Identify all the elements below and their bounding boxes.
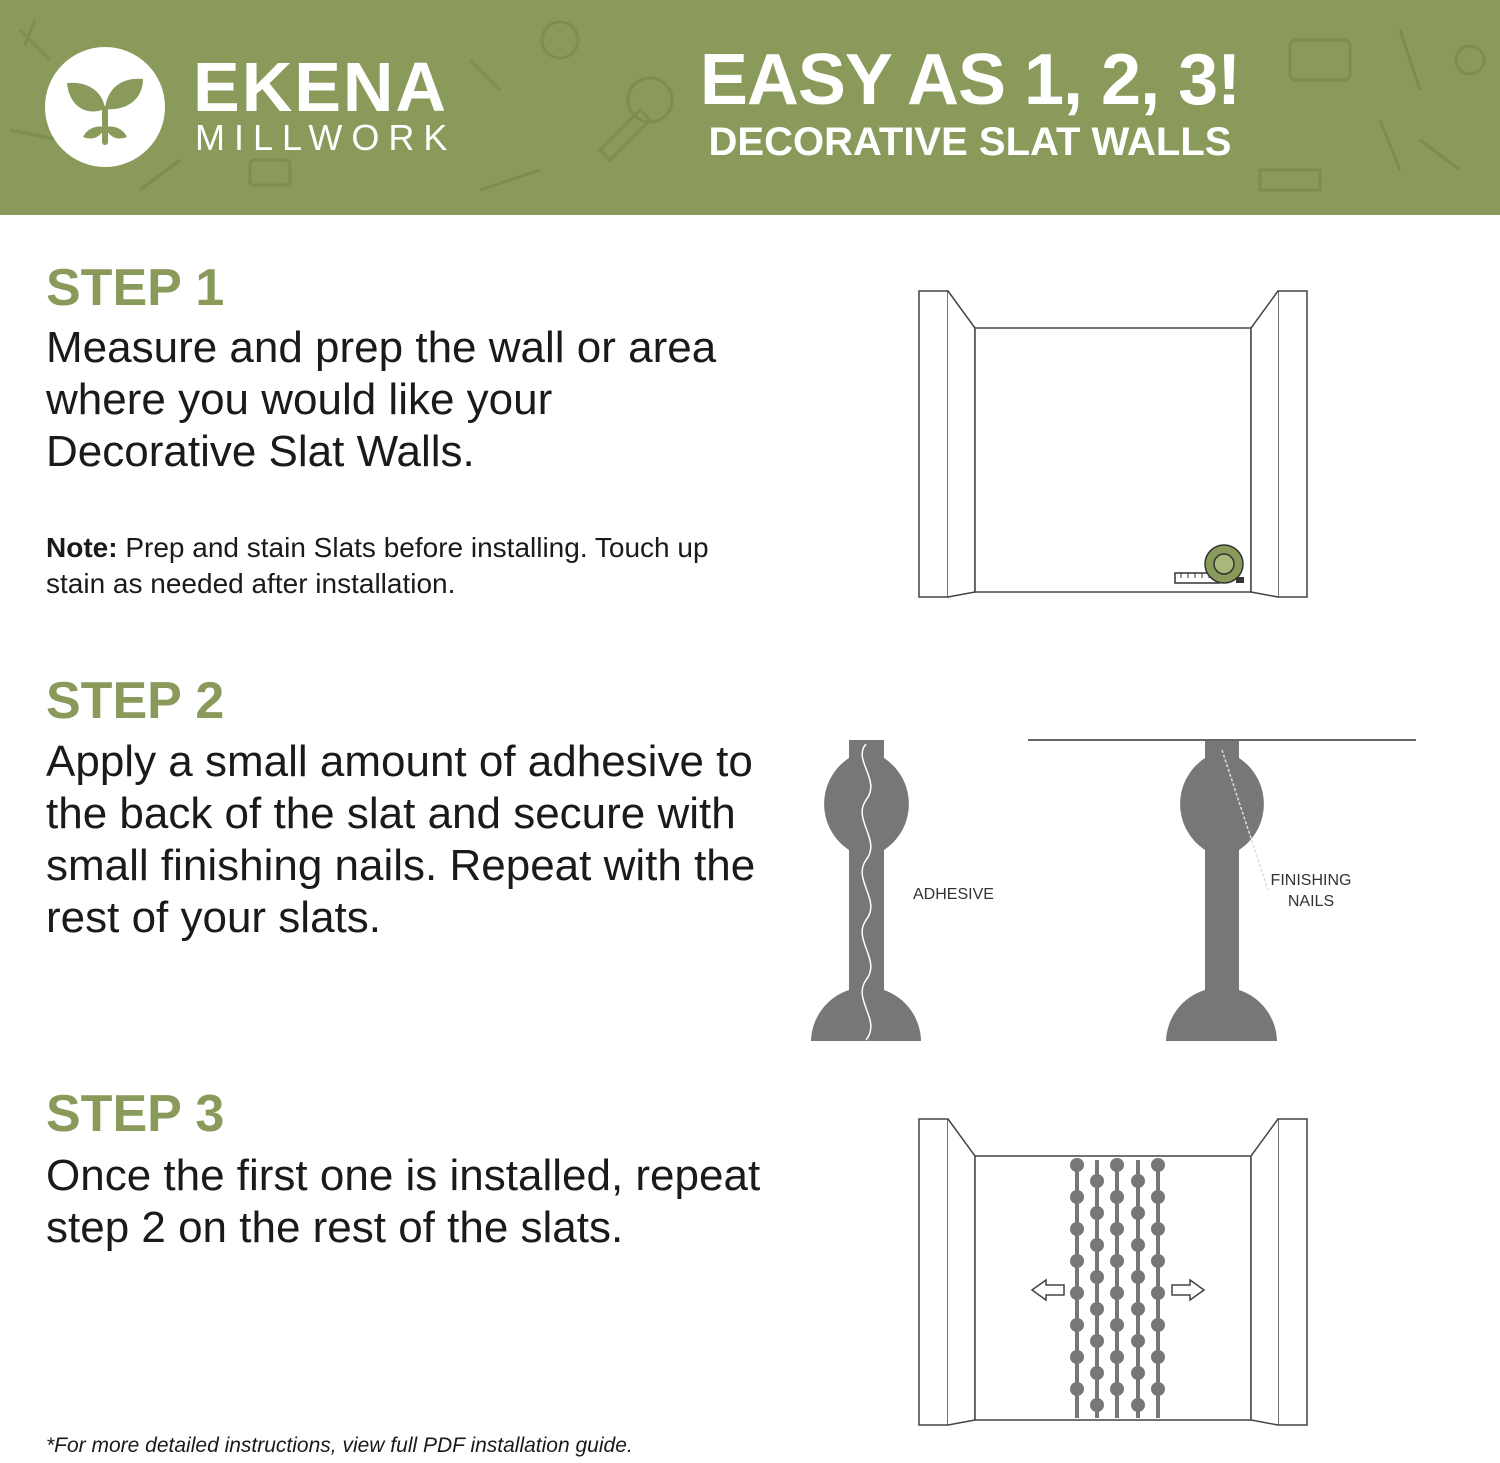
step-1-wall-diagram [919, 291, 1307, 597]
slat-bead [1131, 1174, 1145, 1188]
finishing-label: FINISHING [1270, 872, 1352, 889]
slat-bead [1110, 1254, 1124, 1268]
slat-bead [1090, 1398, 1104, 1412]
slat-bead [1070, 1190, 1084, 1204]
slat-bead [1110, 1190, 1124, 1204]
slat-bead [1090, 1366, 1104, 1380]
brand-subtitle: MILLWORK [195, 117, 457, 158]
slat-bead [1070, 1350, 1084, 1364]
slat-bead [1131, 1398, 1145, 1412]
slat-bead [1070, 1286, 1084, 1300]
slat-bead [1131, 1238, 1145, 1252]
slat-bead [1090, 1174, 1104, 1188]
slat-bead [1090, 1238, 1104, 1252]
slat-bead [1151, 1190, 1165, 1204]
slat-adhesive-diagram [811, 740, 994, 1041]
slat-bead [1151, 1318, 1165, 1332]
step-2-body: Apply a small amount of adhesive to the back of the slat and secure with small finishing nails. Repeat with the rest of your slats. [46, 737, 756, 942]
slat-bead [1151, 1382, 1165, 1396]
slat-bead [1110, 1382, 1124, 1396]
footnote: *For more detailed instructions, view full PDF installation guide. [46, 1434, 633, 1457]
slat-bead [1151, 1254, 1165, 1268]
slat-bead [1070, 1222, 1084, 1236]
slat-bead [1131, 1366, 1145, 1380]
slat-bead [1110, 1158, 1124, 1172]
slat-bead [1110, 1318, 1124, 1332]
step-3-title: STEP 3 [46, 1085, 225, 1143]
slat-bead [1110, 1350, 1124, 1364]
slat-bead [1070, 1158, 1084, 1172]
slat-bead [1090, 1206, 1104, 1220]
step-2-title: STEP 2 [46, 672, 225, 730]
step-3-body: Once the first one is installed, repeat step 2 on the rest of the slats. [46, 1151, 761, 1252]
slat-bead [1151, 1158, 1165, 1172]
slat-bead [1090, 1270, 1104, 1284]
slat-bead [1110, 1222, 1124, 1236]
slat-bead [1131, 1302, 1145, 1316]
headline: EASY AS 1, 2, 3! [699, 40, 1241, 120]
adhesive-label: ADHESIVE [913, 886, 994, 903]
slat-bead [1110, 1286, 1124, 1300]
slat-bead [1151, 1286, 1165, 1300]
note-label: Note: [46, 532, 118, 563]
subheadline: DECORATIVE SLAT WALLS [708, 120, 1232, 164]
note-text: Prep and stain Slats before installing. Touch up stain as needed after installation. [46, 532, 709, 599]
slat-bead [1070, 1382, 1084, 1396]
slat-bead [1151, 1350, 1165, 1364]
slat-bead [1131, 1206, 1145, 1220]
slat-bead [1131, 1270, 1145, 1284]
slat-nails-diagram [1028, 740, 1416, 1041]
nails-label: NAILS [1287, 893, 1335, 910]
slat-bead [1090, 1302, 1104, 1316]
brand-name: EKENA [193, 48, 449, 126]
slat-bead [1090, 1334, 1104, 1348]
slat-bead [1131, 1334, 1145, 1348]
slat-bead [1070, 1254, 1084, 1268]
slat-bead [1070, 1318, 1084, 1332]
step-1-body: Measure and prep the wall or area where you would like your Decorative Slat Walls. [46, 323, 717, 476]
step-1-title: STEP 1 [46, 259, 225, 317]
slat-bead [1151, 1222, 1165, 1236]
